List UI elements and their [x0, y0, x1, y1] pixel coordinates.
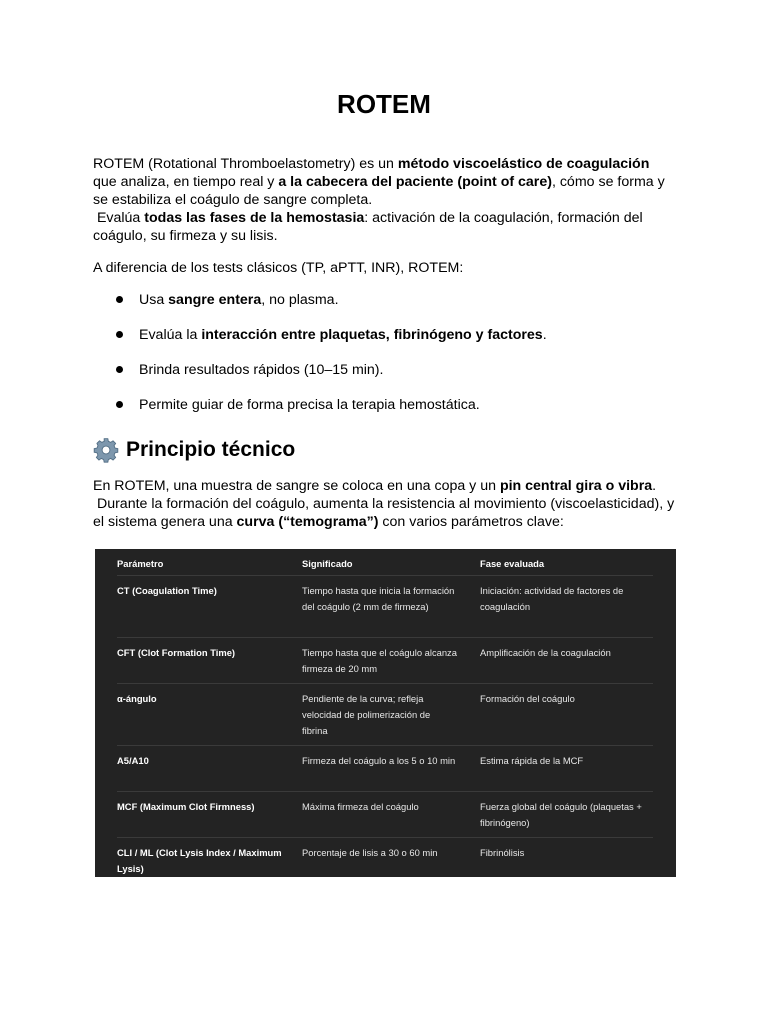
table-cell: Iniciación: actividad de factores de coagulación: [480, 585, 624, 612]
table-cell: Formación del coágulo: [480, 693, 575, 704]
list-item: Usa sangre entera, no plasma.: [93, 291, 683, 326]
table-row: [117, 576, 653, 638]
column-header: Significado: [302, 558, 353, 569]
table-cell: Máxima firmeza del coágulo: [302, 801, 419, 812]
table-row: [117, 838, 653, 882]
column-header: Fase evaluada: [480, 558, 545, 569]
table-body: [117, 549, 653, 882]
page-title: ROTEM: [337, 89, 431, 119]
table-cell: MCF (Maximum Clot Firmness): [117, 801, 255, 812]
bullet-icon: [116, 296, 123, 303]
comparison-intro: A diferencia de los tests clásicos (TP, aPTT, INR), ROTEM:: [93, 260, 464, 276]
table-cell: Pendiente de la curva; refleja velocidad de polimerización de fibrina: [302, 693, 431, 736]
table-cell: Tiempo hasta que el coágulo alcanza firmeza de 20 mm: [302, 647, 457, 674]
table-cell: Porcentaje de lisis a 30 o 60 min: [302, 847, 438, 858]
table-header-row: [117, 549, 653, 576]
principle-paragraph: [93, 477, 683, 531]
intro-paragraph: [93, 155, 683, 245]
intro-line-4: Evalúa todas las fases de la hemostasia: activación de la coagulación, formación del: [93, 210, 643, 226]
table-cell: A5/A10: [117, 755, 149, 766]
bullet-icon: [116, 366, 123, 373]
table-row: [117, 684, 653, 746]
table-row: [117, 746, 653, 792]
feature-list: [93, 291, 683, 431]
list-item: Permite guiar de forma precisa la terapia hemostática.: [93, 396, 683, 431]
table-row: [117, 792, 653, 838]
principle-line-2: Durante la formación del coágulo, aumenta la resistencia al movimiento (viscoelasticidad), y: [93, 496, 675, 512]
bullet-icon: [116, 331, 123, 338]
table-cell: CT (Coagulation Time): [117, 585, 217, 596]
list-item: Evalúa la interacción entre plaquetas, fibrinógeno y factores.: [93, 326, 683, 361]
column-header: Parámetro: [117, 558, 164, 569]
table-cell: Tiempo hasta que inicia la formación del coágulo (2 mm de firmeza): [302, 585, 455, 612]
bullet-icon: [116, 401, 123, 408]
gear-icon: [93, 437, 119, 463]
intro-line-2: que analiza, en tiempo real y a la cabecera del paciente (point of care), cómo se forma y: [93, 174, 665, 190]
table-cell: Fuerza global del coágulo (plaquetas + fibrinógeno): [480, 801, 642, 828]
table-cell: CFT (Clot Formation Time): [117, 647, 236, 658]
table-cell: Fibrinólisis: [480, 847, 525, 858]
principle-line-3: el sistema genera una curva (“temograma”) con varios parámetros clave:: [93, 514, 564, 530]
intro-line-5: coágulo, su firmeza y su lisis.: [93, 228, 278, 244]
table-cell: CLI / ML (Clot Lysis Index / Maximum Lysis): [117, 847, 282, 874]
table-cell: Estima rápida de la MCF: [480, 755, 584, 766]
principle-line-1: En ROTEM, una muestra de sangre se coloca en una copa y un pin central gira o vibra.: [93, 478, 657, 494]
table-cell: Amplificación de la coagulación: [480, 647, 611, 658]
intro-line-3: se estabiliza el coágulo de sangre completa.: [93, 192, 373, 208]
table-cell: Firmeza del coágulo a los 5 o 10 min: [302, 755, 456, 766]
list-item: Brinda resultados rápidos (10–15 min).: [93, 361, 683, 396]
parameters-table: [95, 549, 676, 877]
table-row: [117, 638, 653, 684]
intro-line-1: ROTEM (Rotational Thromboelastometry) es un método viscoelástico de coagulación: [93, 156, 650, 172]
section-heading: Principio técnico: [93, 436, 295, 464]
table-cell: α-ángulo: [117, 693, 157, 704]
